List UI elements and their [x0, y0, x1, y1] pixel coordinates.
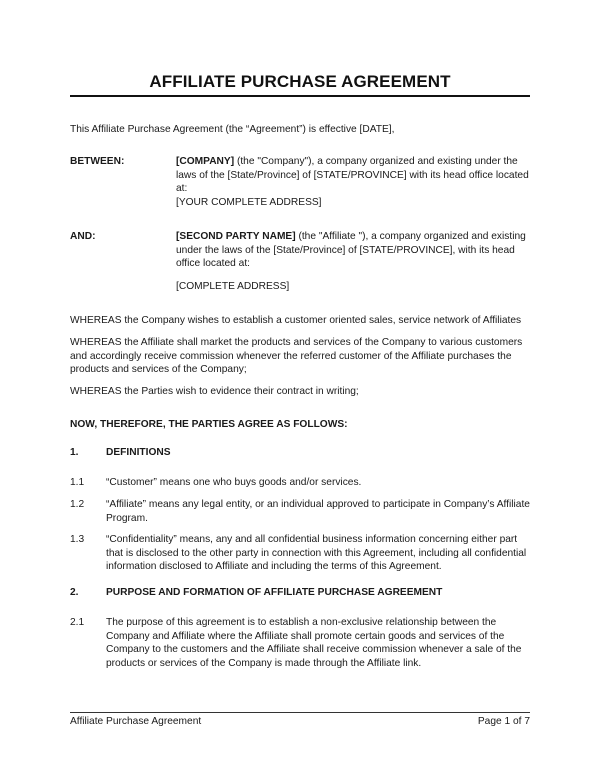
footer-divider — [70, 712, 530, 713]
party-address-company: [YOUR COMPLETE ADDRESS] — [176, 197, 322, 208]
title-divider — [70, 95, 530, 97]
section-number-2: 2. — [70, 587, 79, 598]
footer-document-name: Affiliate Purchase Agreement — [70, 716, 202, 727]
footer-page-number: Page 1 of 7 — [477, 716, 530, 727]
party-name-affiliate: [SECOND PARTY NAME] — [176, 231, 296, 242]
party-address-affiliate: [COMPLETE ADDRESS] — [176, 281, 290, 292]
clause-text-1-1: “Customer” means one who buys goods and/or services. — [106, 477, 362, 488]
clause-text-1-3: “Confidentiality” means, any and all confidential business information concerning either part that is disclosed to the other party in connection with this Agreement, including all confidential information disclosed to Affiliate and including the terms of this Agreement. — [106, 534, 527, 572]
agreement-heading: NOW, THEREFORE, THE PARTIES AGREE AS FOLLOWS: — [70, 419, 348, 430]
whereas-clause-1: WHEREAS the Company wishes to establish a customer oriented sales, service network of Affiliates — [70, 315, 522, 326]
clause-number-1-3: 1.3 — [70, 534, 85, 545]
whereas-clause-2: WHEREAS the Affiliate shall market the products and services of the Company to various customers and accordingly receive commission whenever the referred customer of the Affiliate purchases the products and services of the Company; — [70, 337, 523, 375]
clause-text-1-2: “Affiliate” means any legal entity, or an individual approved to participate in Company’s Affiliate Program. — [106, 499, 530, 524]
clause-number-1-2: 1.2 — [70, 499, 85, 510]
section-title-purpose: PURPOSE AND FORMATION OF AFFILIATE PURCHASE AGREEMENT — [106, 587, 443, 598]
section-number-1: 1. — [70, 447, 79, 458]
party-details-affiliate: (the "Affiliate "), a company organized and existing under the laws of the [State/Province] of [STATE/PROVINCE], with its head office located at: — [176, 231, 526, 269]
intro-paragraph: This Affiliate Purchase Agreement (the “Agreement”) is effective [DATE], — [70, 124, 395, 135]
party-description-company — [176, 155, 536, 196]
clause-number-2-1: 2.1 — [70, 617, 85, 628]
section-title-definitions: DEFINITIONS — [106, 447, 171, 458]
party-description-affiliate — [176, 230, 536, 271]
whereas-clause-3: WHEREAS the Parties wish to evidence their contract in writing; — [70, 386, 359, 397]
document-title: AFFILIATE PURCHASE AGREEMENT — [149, 72, 451, 91]
clause-text-2-1: The purpose of this agreement is to establish a non-exclusive relationship between the Company and Affiliate where the Affiliate shall promote certain goods and services of the Company to the customers and the Affiliate shall receive commission whenever a sale of the products or services of the Company is made through the Affiliate link. — [106, 617, 522, 669]
party-name-company: [COMPANY] — [176, 156, 235, 167]
clause-number-1-1: 1.1 — [70, 477, 85, 488]
party-details-company: (the "Company"), a company organized and existing under the laws of the [State/Province] of [STATE/PROVINCE] with its head office located at: — [176, 156, 529, 194]
party-label-between: BETWEEN: — [70, 156, 125, 167]
party-label-and: AND: — [70, 231, 96, 242]
